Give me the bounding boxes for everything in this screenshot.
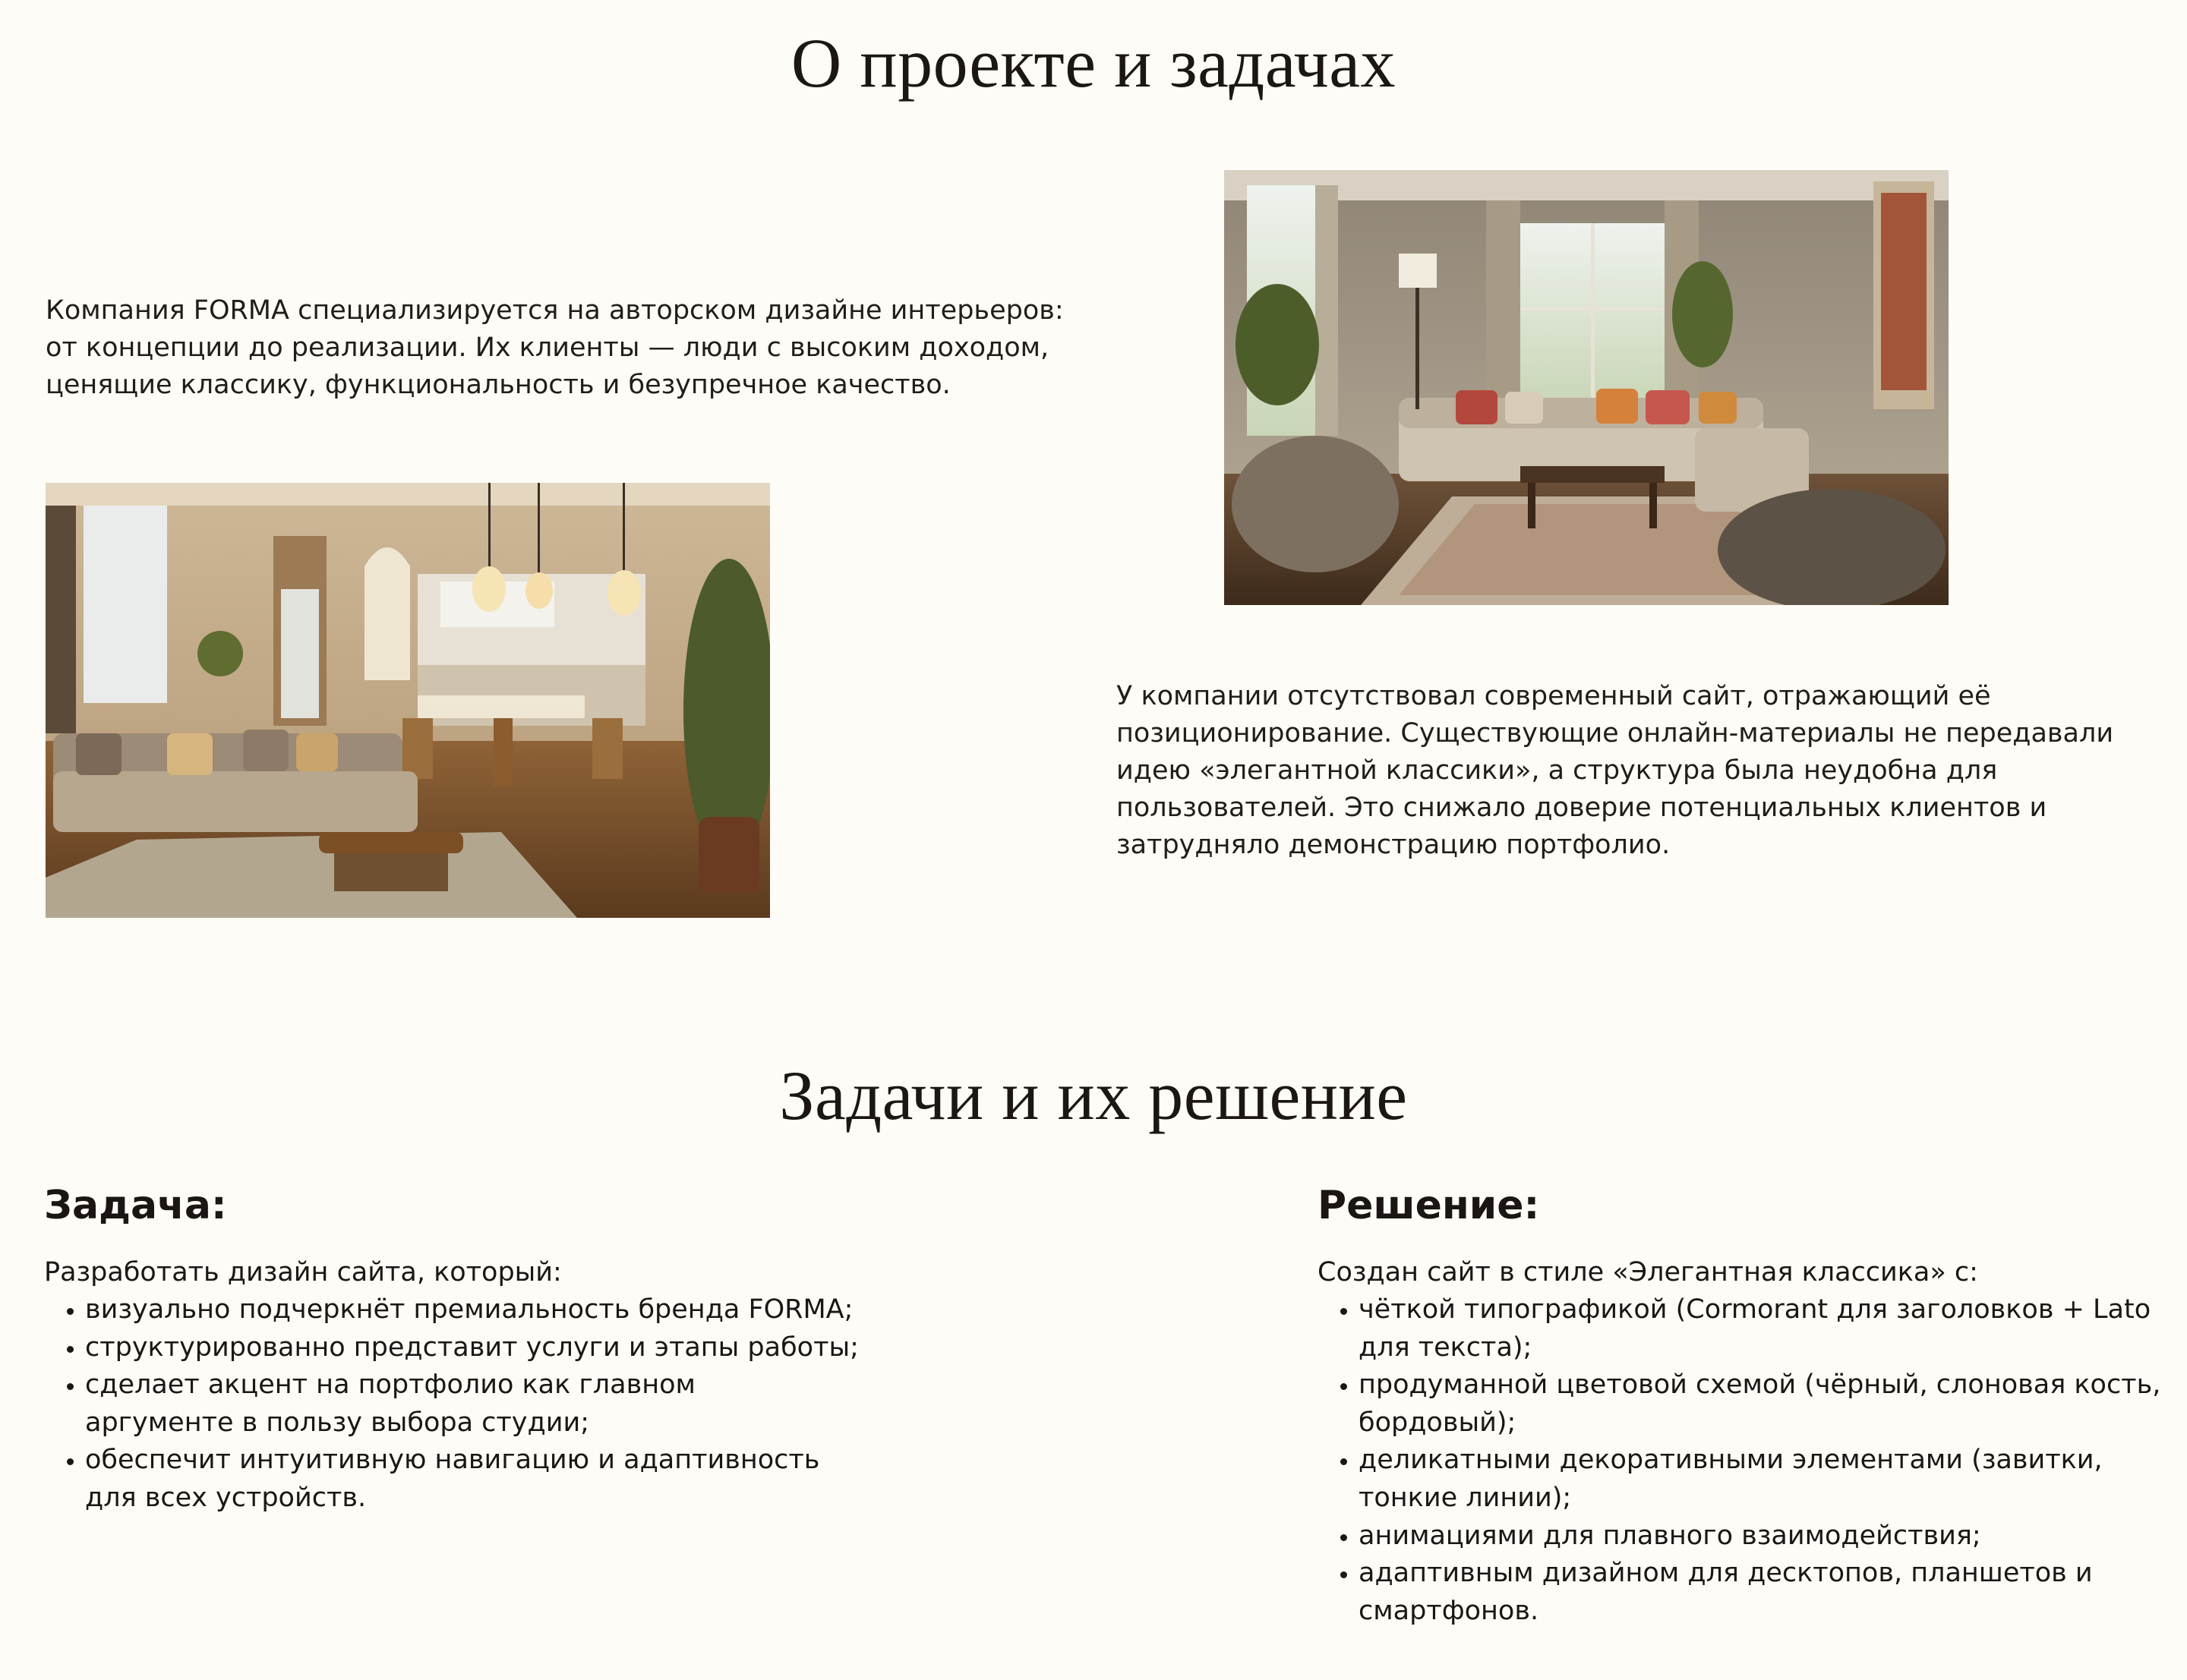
kitchen-living-photo: [46, 483, 770, 918]
about-paragraph-company: Компания FORMA специализируется на авторском дизайне интерьеров: от концепции до реализации. Их клиенты — люди с высоким доходом, ценящие классику, функциональность и безупречное качество.: [46, 295, 1064, 400]
solution-heading: Решение:: [1318, 1183, 1540, 1228]
solution-item: • анимациями для плавного взаимодействия;: [1359, 1518, 2168, 1555]
solution-list: [1318, 1291, 2168, 1630]
about-paragraph-problem: У компании отсутствовал современный сайт, отражающий её позиционирование. Существующие онлайн-материалы не передавали идею «элегантной классики», а структура была неудобна для пользователей. Это снижало доверие потенциальных клиентов и затрудняло демонстрацию портфолио.: [1116, 681, 2114, 860]
task-item: • структурированно представит услуги и этапы работы;: [85, 1329, 879, 1367]
solution-lead: Создан сайт в стиле «Элегантная классика» с:: [1318, 1257, 1978, 1288]
task-column: [44, 1183, 879, 1518]
solution-item: • продуманной цветовой схемой (чёрный, слоновая кость, бордовый);: [1359, 1366, 2168, 1442]
task-item: • визуально подчеркнёт премиальность бренда FORMA;: [85, 1291, 879, 1329]
solution-item: • чёткой типографикой (Cormorant для заголовков + Lato для текста);: [1359, 1291, 2168, 1366]
section-title-tasks: Задачи и их решение: [779, 1057, 1408, 1134]
solution-column: [1318, 1183, 2168, 1630]
solution-item: • адаптивным дизайном для десктопов, планшетов и смартфонов.: [1359, 1555, 2168, 1630]
task-item: • обеспечит интуитивную навигацию и адаптивность для всех устройств.: [85, 1442, 829, 1517]
task-heading: Задача:: [44, 1183, 227, 1228]
section-title-about: О проекте и задачах: [791, 24, 1396, 102]
solution-item: • деликатными декоративными элементами (завитки, тонкие линии);: [1359, 1442, 2168, 1517]
task-list: [44, 1291, 879, 1518]
task-lead: Разработать дизайн сайта, который:: [44, 1257, 562, 1288]
task-item: • сделает акцент на портфолио как главном аргументе в пользу выбора студии;: [85, 1366, 829, 1442]
living-room-photo: [1224, 170, 1949, 605]
